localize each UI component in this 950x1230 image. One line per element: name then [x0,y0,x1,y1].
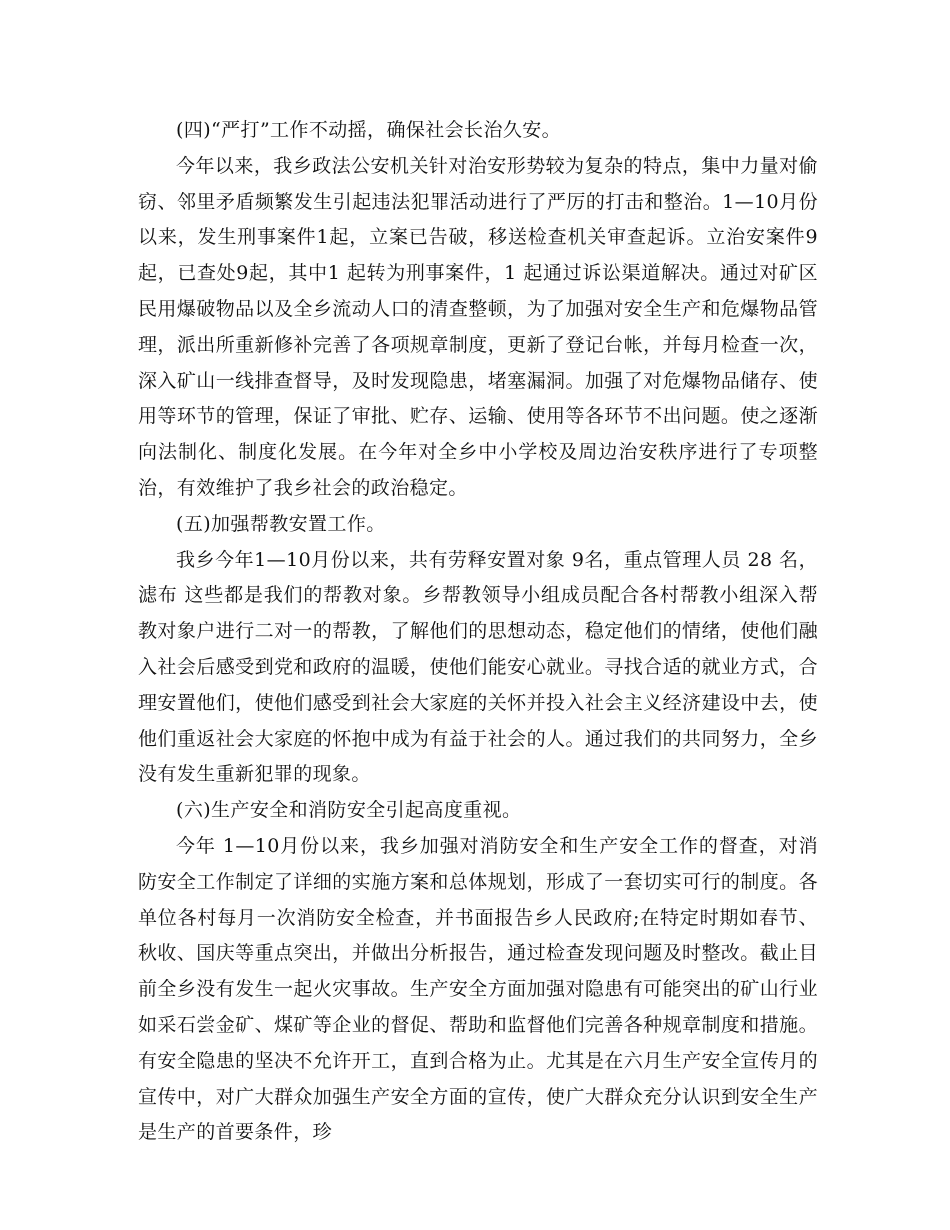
section-heading-4: (四)“严打”工作不动摇，确保社会长治久安。 [176,119,562,141]
section-heading-6: (六)生产安全和消防安全引起高度重视。 [176,799,522,822]
document-body [138,113,818,1151]
section-paragraph-4: 今年以来，我乡政法公安机关针对治安形势较为复杂的特点，集中力量对偷窃、邻里矛盾频繁发生引起违法犯罪活动进行了严厉的打击和整治。1—10月份以来，发生刑事案件1起，立案已告破，移送检查机关审查起诉。立治安案件9起，已查处9起，其中1 起转为刑事案件，1 起通过诉讼渠道解决。通过对矿区民用爆破物品以及全乡流动人口的清查整顿，为了加强对安全生产和危爆物品管理，派出所重新修补完善了各项规章制度，更新了登记台帐，并每月检查一次，深入矿山一线排查督导，及时发现隐患，堵塞漏洞。加强了对危爆物品储存、使用等环节的管理，保证了审批、贮存、运输、使用等各环节不出问题。使之逐渐向法制化、制度化发展。在今年对全乡中小学校及周边治安秩序进行了专项整治，有效维护了我乡社会的政治稳定。 [138,154,818,499]
section-heading-5: (五)加强帮教安置工作。 [176,512,386,535]
section-paragraph-6: 今年 1—10月份以来，我乡加强对消防安全和生产安全工作的督查，对消防安全工作制定了详细的实施方案和总体规划，形成了一套切实可行的制度。各单位各村每月一次消防安全检查，并书面报告乡人民政府;在特定时期如春节、秋收、国庆等重点突出，并做出分析报告，通过检查发现问题及时整改。截止目前全乡没有发生一起火灾事故。生产安全方面加强对隐患有可能突出的矿山行业如采石尝金矿、煤矿等企业的督促、帮助和监督他们完善各种规章制度和措施。有安全隐患的坚决不允许开工，直到合格为止。尤其是在六月生产安全宣传月的宣传中，对广大群众加强生产安全方面的宣传，使广大群众充分认识到安全生产是生产的首要条件，珍 [138,834,818,1144]
section-paragraph-5: 我乡今年1—10月份以来，共有劳释安置对象 9名，重点管理人员 28 名，滤布 这些都是我们的帮教对象。乡帮教领导小组成员配合各村帮教小组深入帮教对象户进行二对一的帮教，了解他们的思想动态，稳定他们的情绪，使他们融入社会后感受到党和政府的温暖，使他们能安心就业。寻找合适的就业方式，合理安置他们，使他们感受到社会大家庭的关怀并投入社会主义经济建设中去，使他们重返社会大家庭的怀抱中成为有益于社会的人。通过我们的共同努力，全乡没有发生重新犯罪的现象。 [138,548,818,786]
